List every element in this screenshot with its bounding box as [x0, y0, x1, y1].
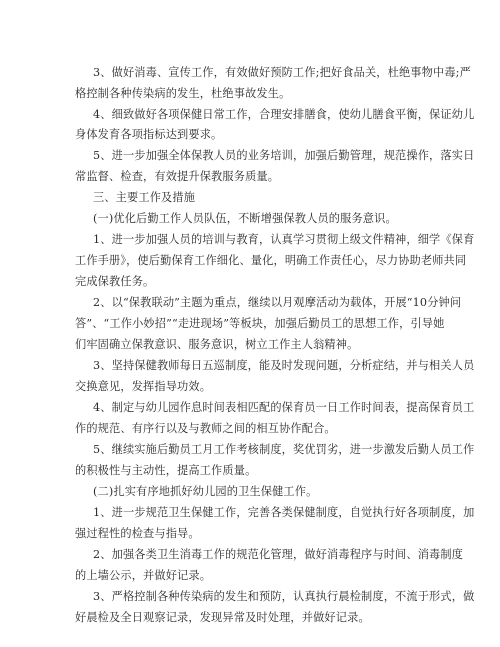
- paragraph-line: 交换意见，发挥指导功效。: [75, 380, 212, 393]
- paragraph-line: 工作手册》，使后勤保育工作细化、量化，明确工作责任心，尽力协助老师共同: [75, 254, 467, 267]
- paragraph-line: 2、加强各类卫生消毒工作的规范化管理，做好消毒程序与时间、消毒制度: [93, 548, 464, 561]
- subsection-heading: (一)优化后勤工作人员队伍，不断增强保教人员的服务意识。: [93, 212, 397, 225]
- paragraph-line: 4、细致做好各项保健日常工作，合理安排膳食，使幼儿膳食平衡，保证幼儿: [93, 108, 475, 121]
- paragraph-line: 5、进一步加强全体保教人员的业务培训，加强后勤管理，规范操作，落实日: [93, 149, 475, 162]
- paragraph-line: 强过程性的检查与指导。: [75, 527, 200, 540]
- paragraph-line: 2、以“保教联动”主题为重点，继续以月观摩活动为载体，开展“10分钟问: [93, 296, 462, 309]
- paragraph-line: 4、制定与幼儿园作息时间表相匹配的保育员一日工作时间表，提高保育员工: [93, 401, 475, 414]
- paragraph-line: 3、严格控制各种传染病的发生和预防，认真执行晨检制度，不流于形式，做: [93, 590, 475, 603]
- paragraph-line: 格控制各种传染病的发生，杜绝事故发生。: [75, 87, 291, 100]
- subsection-heading: (二)扎实有序地抓好幼儿园的卫生保健工作。: [93, 485, 318, 498]
- paragraph-line: 常监督、检查，有效提升保教服务质量。: [75, 170, 280, 183]
- paragraph-line: 3、坚持保健教师每日五巡制度，能及时发现问题，分析症结，并与相关人员: [93, 359, 475, 372]
- paragraph-line: 1、进一步加强人员的培训与教育，认真学习贯彻上级文件精神，细学《保育: [93, 233, 475, 246]
- paragraph-line: 的上墙公示，并做好记录。: [75, 569, 212, 582]
- paragraph-line: 1、进一步规范卫生保健工作，完善各类保健制度，自觉执行好各项制度，加: [93, 506, 475, 519]
- paragraph-line: 5、继续实施后勤员工月工作考核制度，奖优罚劣，进一步激发后勤人员工作: [93, 443, 475, 456]
- paragraph-line: 完成保教任务。: [75, 275, 155, 288]
- paragraph-line: 作的规范、有序行以及与教师之间的相互协作配合。: [75, 422, 336, 435]
- section-heading: 三、主要工作及措施: [93, 191, 196, 204]
- paragraph-line: 身体发育各项指标达到要求。: [75, 128, 223, 141]
- paragraph-line: 答”、“工作小妙招”“走进现场”等板块，加强后勤员工的思想工作，引导她: [75, 317, 445, 330]
- paragraph-line: 3、做好消毒、宣传工作，有效做好预防工作;把好食品关，杜绝事物中毒;严: [93, 66, 471, 79]
- paragraph-line: 们牢固确立保教意识、服务意识，树立工作主人翁精神。: [75, 338, 359, 351]
- paragraph-line: 的积极性与主动性，提高工作质量。: [75, 464, 257, 477]
- paragraph-line: 好晨检及全日观察记录，发现异常及时处理，并做好记录。: [75, 611, 370, 624]
